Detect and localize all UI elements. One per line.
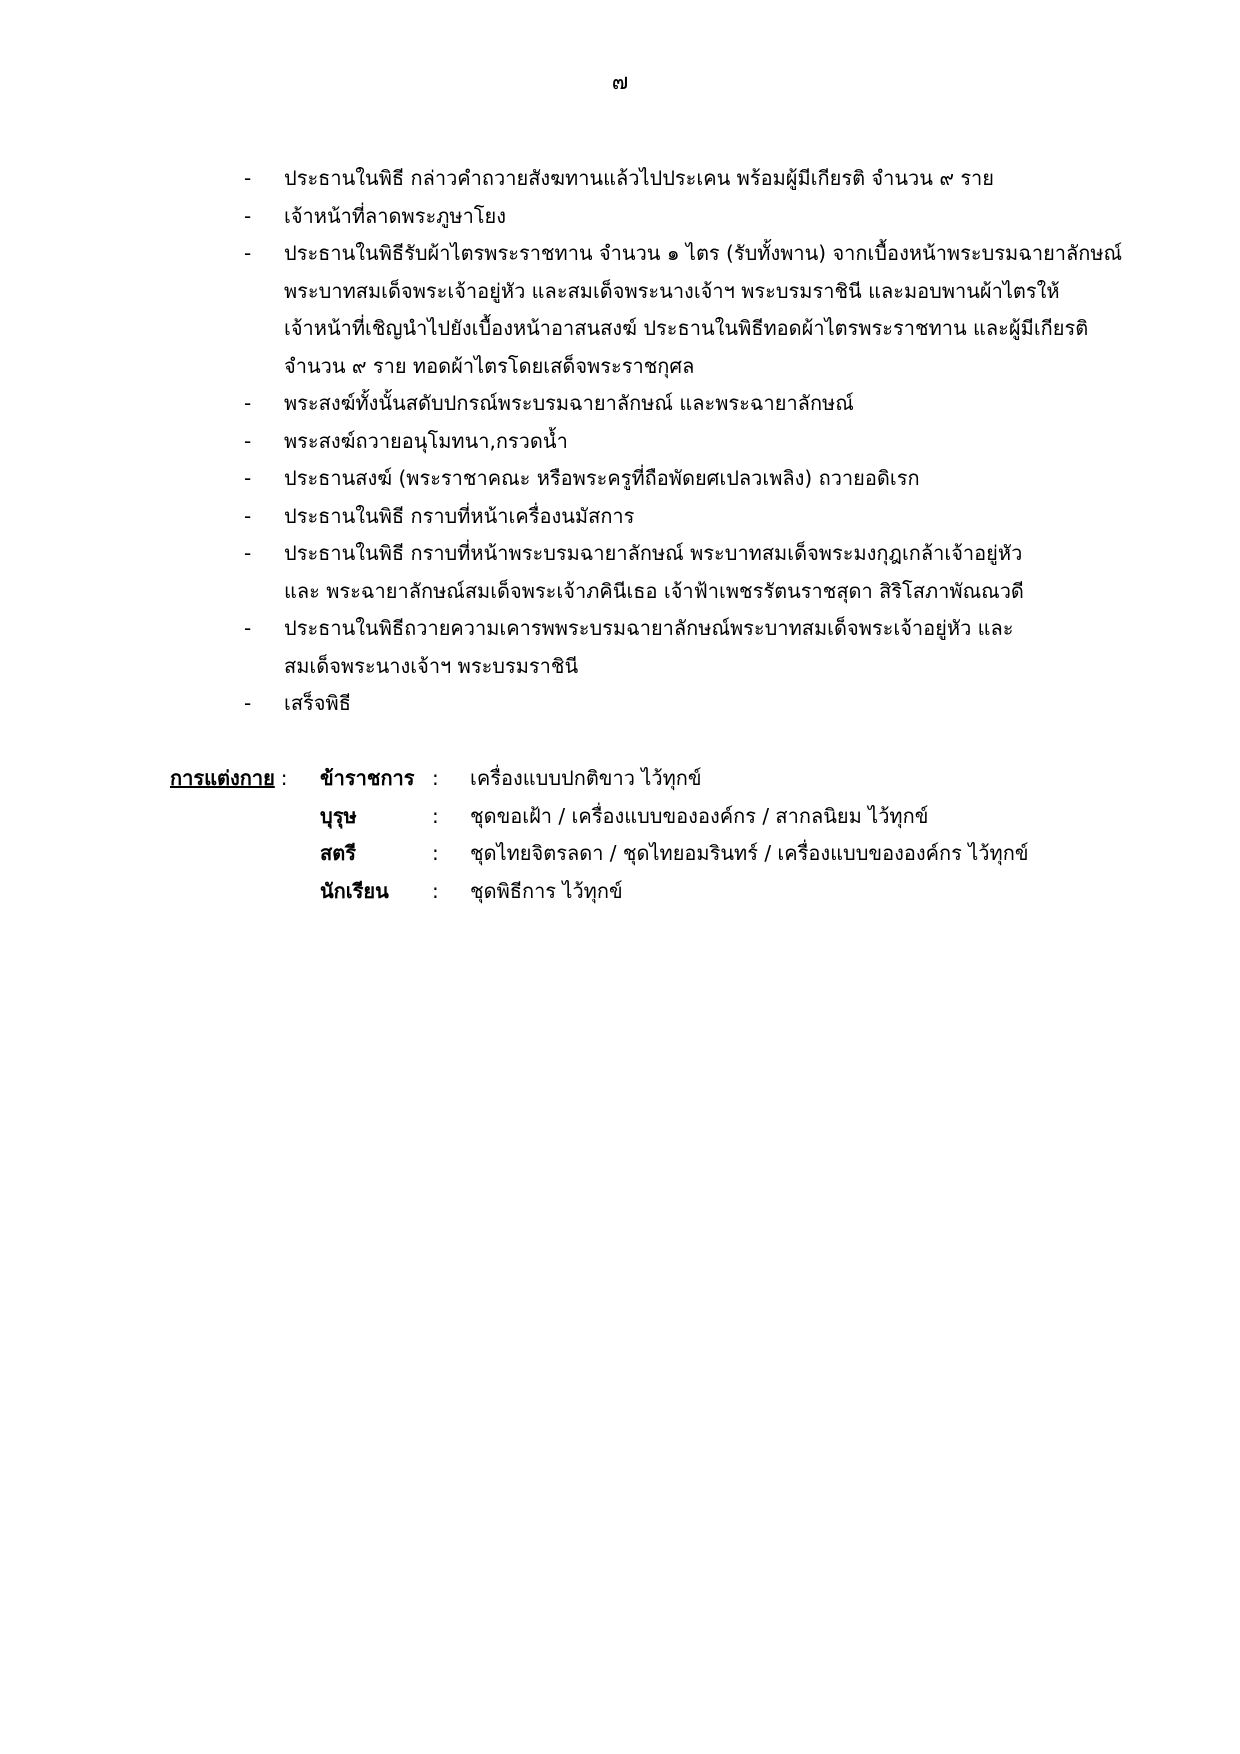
attire-row <box>170 873 1130 911</box>
text-line: เจ้าหน้าที่เชิญนำไปยังเบื้องหน้าอาสนสงฆ์ ประธานในพิธีทอดผ้าไตรพระราชทาน และผู้มีเกียรติ <box>284 316 1089 340</box>
text-line: ประธานในพิธีรับผ้าไตรพระราชทาน จำนวน ๑ ไตร (รับทั้งพาน) จากเบื้องหน้าพระบรมฉายาลักษณ์ <box>284 241 1123 265</box>
list-item-text <box>284 498 1124 536</box>
attire-role: นักเรียน <box>320 878 389 903</box>
bullet-dash: - <box>244 166 252 190</box>
text-line: และ พระฉายาลักษณ์สมเด็จพระเจ้าภคินีเธอ เจ้าฟ้าเพชรรัตนราชสุดา สิริโสภาพัณณวดี <box>284 578 1024 603</box>
text-line: ประธานในพิธี กราบที่หน้าเครื่องนมัสการ <box>284 503 635 528</box>
attire-heading-colon: : <box>280 766 288 790</box>
text-line: จำนวน ๙ ราย ทอดผ้าไตรโดยเสด็จพระราชกุศล <box>284 353 695 378</box>
list-item <box>244 535 1124 610</box>
bullet-dash: - <box>244 541 252 565</box>
bullet-dash: - <box>244 503 252 528</box>
text-line: สมเด็จพระนางเจ้าฯ พระบรมราชินี <box>284 653 579 678</box>
attire-row <box>170 798 1130 836</box>
list-item-text <box>284 460 1124 498</box>
bullet-dash: - <box>244 428 252 453</box>
list-item-text <box>284 535 1124 610</box>
bullet-dash: - <box>244 241 252 265</box>
attire-description: เครื่องแบบปกติขาว ไว้ทุกข์ <box>470 766 702 790</box>
text-line: พระสงฆ์ถวายอนุโมทนา,กรวดน้ำ <box>284 428 568 453</box>
attire-row <box>170 760 1130 798</box>
text-line: เจ้าหน้าที่ลาดพระภูษาโยง <box>284 203 507 228</box>
list-item-text <box>284 610 1124 685</box>
list-item-text <box>284 423 1124 461</box>
bullet-dash: - <box>244 203 252 228</box>
text-line: พระสงฆ์ทั้งนั้นสดับปกรณ์พระบรมฉายาลักษณ์ และพระฉายาลักษณ์ <box>284 391 854 415</box>
list-item <box>244 610 1124 685</box>
ceremony-steps-list <box>244 160 1124 723</box>
list-item-text <box>284 235 1124 385</box>
text-line: ประธานในพิธี กล่าวคำถวายสังฆทานแล้วไปประเคน พร้อมผู้มีเกียรติ จำนวน ๙ ราย <box>284 166 995 190</box>
bullet-dash: - <box>244 691 252 715</box>
list-item <box>244 498 1124 536</box>
list-item-text <box>284 685 1124 723</box>
attire-role: ข้าราชการ <box>320 766 415 790</box>
list-item <box>244 198 1124 236</box>
attire-heading-cell <box>170 760 320 798</box>
bullet-dash: - <box>244 616 252 640</box>
attire-description: ชุดพิธีการ ไว้ทุกข์ <box>470 878 623 903</box>
attire-separator: : <box>432 878 439 903</box>
page-number: ๗ <box>611 70 629 95</box>
bullet-dash: - <box>244 466 252 490</box>
text-line: เสร็จพิธี <box>284 691 351 715</box>
attire-row <box>170 835 1130 873</box>
attire-role: บุรุษ <box>320 803 357 828</box>
attire-heading: การแต่งกาย <box>170 766 275 790</box>
text-line: ประธานสงฆ์ (พระราชาคณะ หรือพระครูที่ถือพัดยศเปลวเพลิง) ถวายอดิเรก <box>284 466 920 490</box>
list-item-text <box>284 160 1124 198</box>
list-item <box>244 160 1124 198</box>
list-item <box>244 685 1124 723</box>
list-item <box>244 385 1124 423</box>
text-line: พระบาทสมเด็จพระเจ้าอยู่หัว และสมเด็จพระนางเจ้าฯ พระบรมราชินี และมอบพานผ้าไตรให้ <box>284 278 1060 303</box>
list-item <box>244 423 1124 461</box>
attire-separator: : <box>432 803 439 828</box>
list-item-text <box>284 385 1124 423</box>
attire-separator: : <box>432 841 439 865</box>
attire-description: ชุดไทยจิตรลดา / ชุดไทยอมรินทร์ / เครื่องแบบขององค์กร ไว้ทุกข์ <box>470 841 1029 865</box>
attire-description: ชุดขอเฝ้า / เครื่องแบบขององค์กร / สากลนิยม ไว้ทุกข์ <box>470 803 929 828</box>
text-line: ประธานในพิธีถวายความเคารพพระบรมฉายาลักษณ์พระบาทสมเด็จพระเจ้าอยู่หัว และ <box>284 616 1014 640</box>
list-item <box>244 235 1124 385</box>
attire-section <box>170 760 1130 910</box>
text-line: ประธานในพิธี กราบที่หน้าพระบรมฉายาลักษณ์ พระบาทสมเด็จพระมงกุฎเกล้าเจ้าอยู่หัว <box>284 541 1023 565</box>
attire-role: สตรี <box>320 841 356 865</box>
list-item <box>244 460 1124 498</box>
bullet-dash: - <box>244 391 252 415</box>
attire-separator: : <box>432 766 439 790</box>
list-item-text <box>284 198 1124 236</box>
